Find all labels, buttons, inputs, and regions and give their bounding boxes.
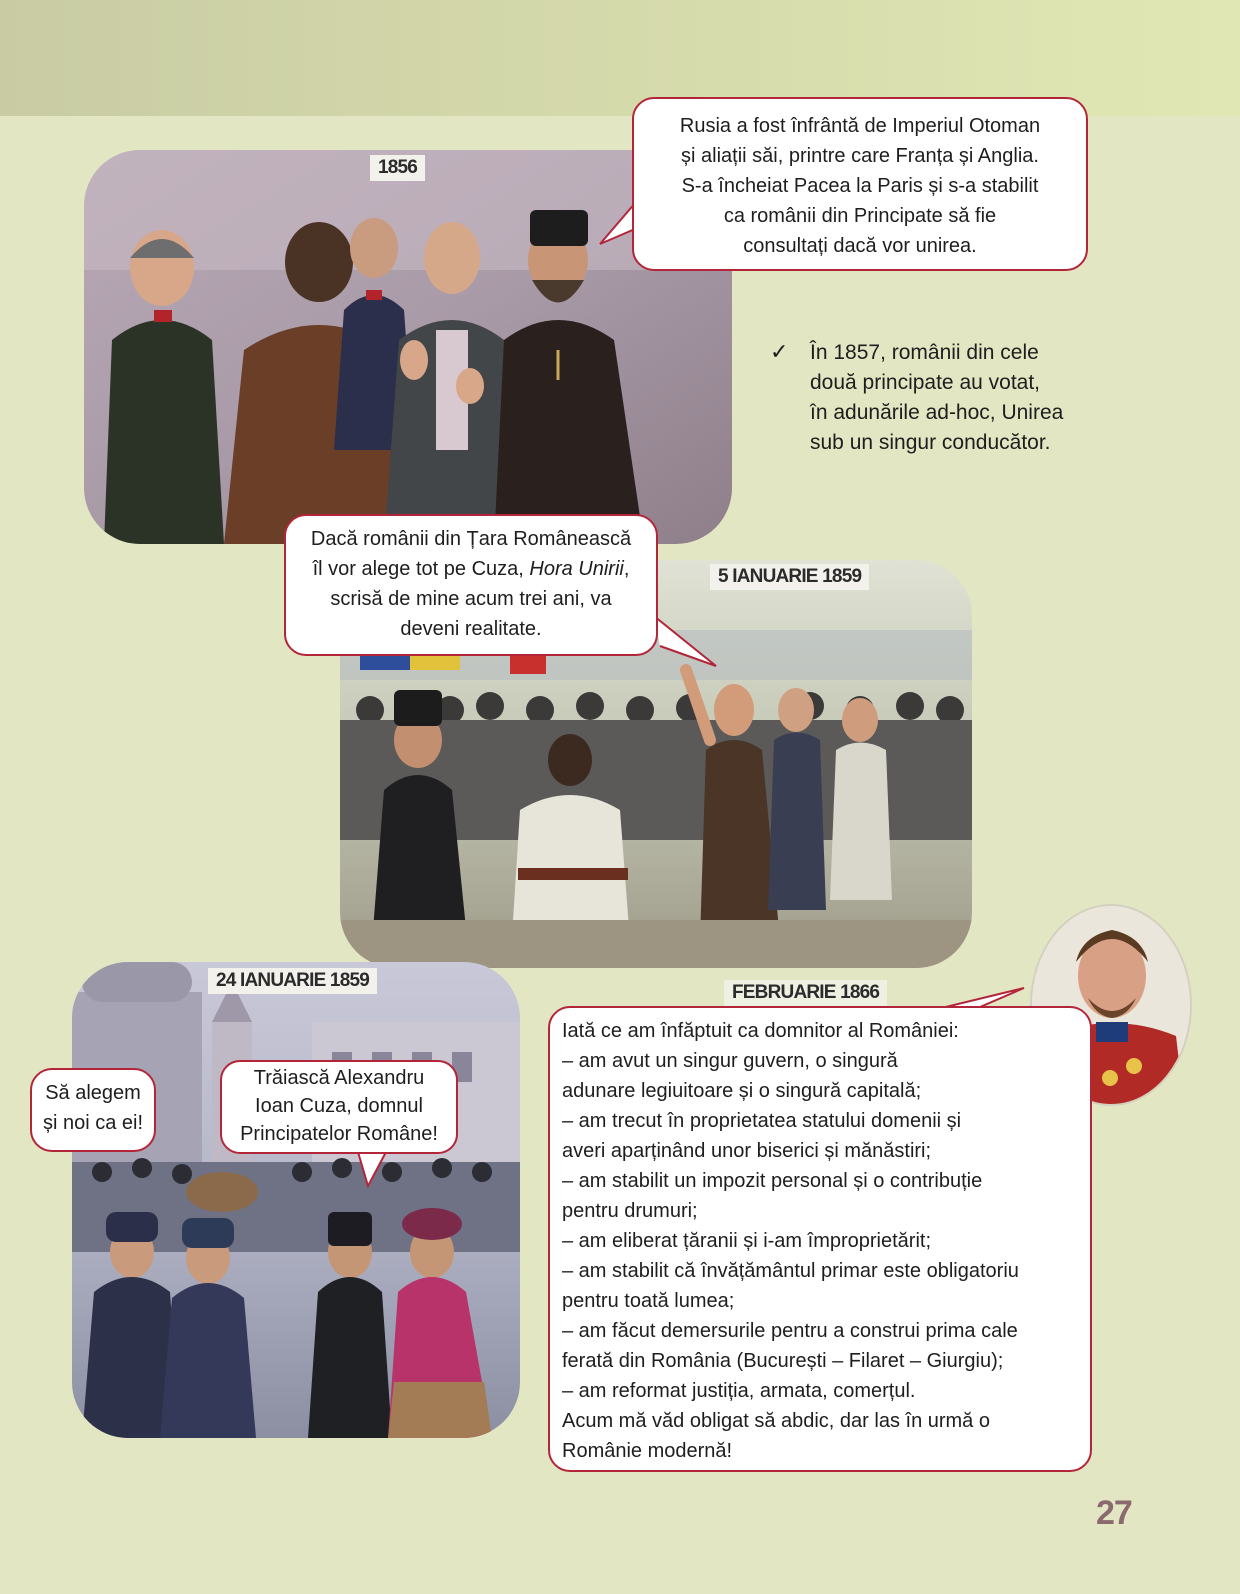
bubble-tail-traiasca [356, 1150, 396, 1190]
speech-bubble-sa-alegem [30, 1068, 156, 1152]
illustration-24-ianuarie-1859 [72, 962, 520, 1438]
bubble-line: S-a încheiat Pacea la Paris și s-a stabilit [681, 175, 1039, 197]
bubble-line: Dacă românii din Țara Românească [310, 528, 632, 550]
speech-line: – am trecut în proprietatea statului domenii și [562, 1110, 962, 1132]
note-line: în adunările ad-hoc, Unirea [810, 401, 1064, 424]
bubble-line: Rusia a fost înfrântă de Imperiul Otoman [679, 115, 1041, 137]
bubble-text: îl vor alege tot pe Cuza, [312, 558, 530, 580]
date-label-24-ianuarie-1859: 24 IANUARIE 1859 [208, 968, 377, 994]
speech-line: averi aparținând unor biserici și mănăstiri; [562, 1140, 932, 1162]
bubble-line: și noi ca ei! [42, 1112, 144, 1134]
speech-line: – am avut un singur guvern, o singură [562, 1050, 898, 1072]
bubble-line: consultați dacă vor unirea. [743, 235, 977, 257]
speech-line: – am eliberat țăranii și i-am împroprietărit; [562, 1230, 932, 1252]
speech-line: ferată din România (București – Filaret – Giurgiu); [562, 1350, 1004, 1372]
adhoc-note [770, 338, 1100, 458]
bubble-text: , [623, 558, 630, 580]
bubble-tail-5-ianuarie [652, 612, 724, 672]
page-number: 27 [1096, 1494, 1132, 1532]
bubble-line: scrisă de mine acum trei ani, va [330, 588, 612, 610]
note-line: În 1857, românii din cele [810, 341, 1039, 364]
speech-line: Iată ce am înfăptuit ca domnitor al României: [562, 1020, 959, 1042]
speech-line: – am reformat justiția, armata, comerțul. [562, 1380, 916, 1402]
note-line: sub un singur conducător. [810, 431, 1051, 454]
speech-line: – am făcut demersurile pentru a construi prima cale [562, 1320, 1018, 1342]
bubble-line: Să alegem [45, 1082, 141, 1104]
checkmark-icon: ✓ [770, 340, 789, 365]
date-label-februarie-1866: FEBRUARIE 1866 [724, 980, 887, 1006]
speech-line: pentru drumuri; [562, 1200, 698, 1222]
speech-bubble-februarie-1866 [548, 1006, 1092, 1472]
song-title: Hora Unirii [529, 558, 624, 580]
speech-line: – am stabilit un impozit personal și o contribuție [562, 1170, 983, 1192]
note-line: două principate au votat, [810, 371, 1040, 394]
date-label-5-ianuarie-1859: 5 IANUARIE 1859 [710, 564, 869, 590]
speech-bubble-traiasca [220, 1060, 458, 1154]
bubble-line: Ioan Cuza, domnul [255, 1095, 423, 1117]
bubble-line: și aliații săi, printre care Franța și Anglia. [681, 145, 1039, 167]
speech-line: adunare legiuitoare și o singură capitală; [562, 1080, 922, 1102]
bubble-line: Trăiască Alexandru [253, 1067, 425, 1089]
speech-bubble-1856 [632, 97, 1088, 271]
speech-line: Românie modernă! [562, 1440, 733, 1462]
illustration-24-ianuarie-1859-art [72, 962, 520, 1438]
bubble-line [292, 554, 650, 584]
speech-bubble-5-ianuarie-1859 [284, 514, 658, 656]
speech-line: – am stabilit că învățământul primar este obligatoriu [562, 1260, 1019, 1282]
bubble-line: Principatelor Române! [240, 1123, 438, 1145]
bubble-line: deveni realitate. [400, 618, 542, 640]
date-label-1856: 1856 [370, 155, 425, 181]
speech-line: Acum mă văd obligat să abdic, dar las în urmă o [562, 1410, 990, 1432]
speech-line: pentru toată lumea; [562, 1290, 735, 1312]
bubble-line: ca românii din Principate să fie [723, 205, 997, 227]
